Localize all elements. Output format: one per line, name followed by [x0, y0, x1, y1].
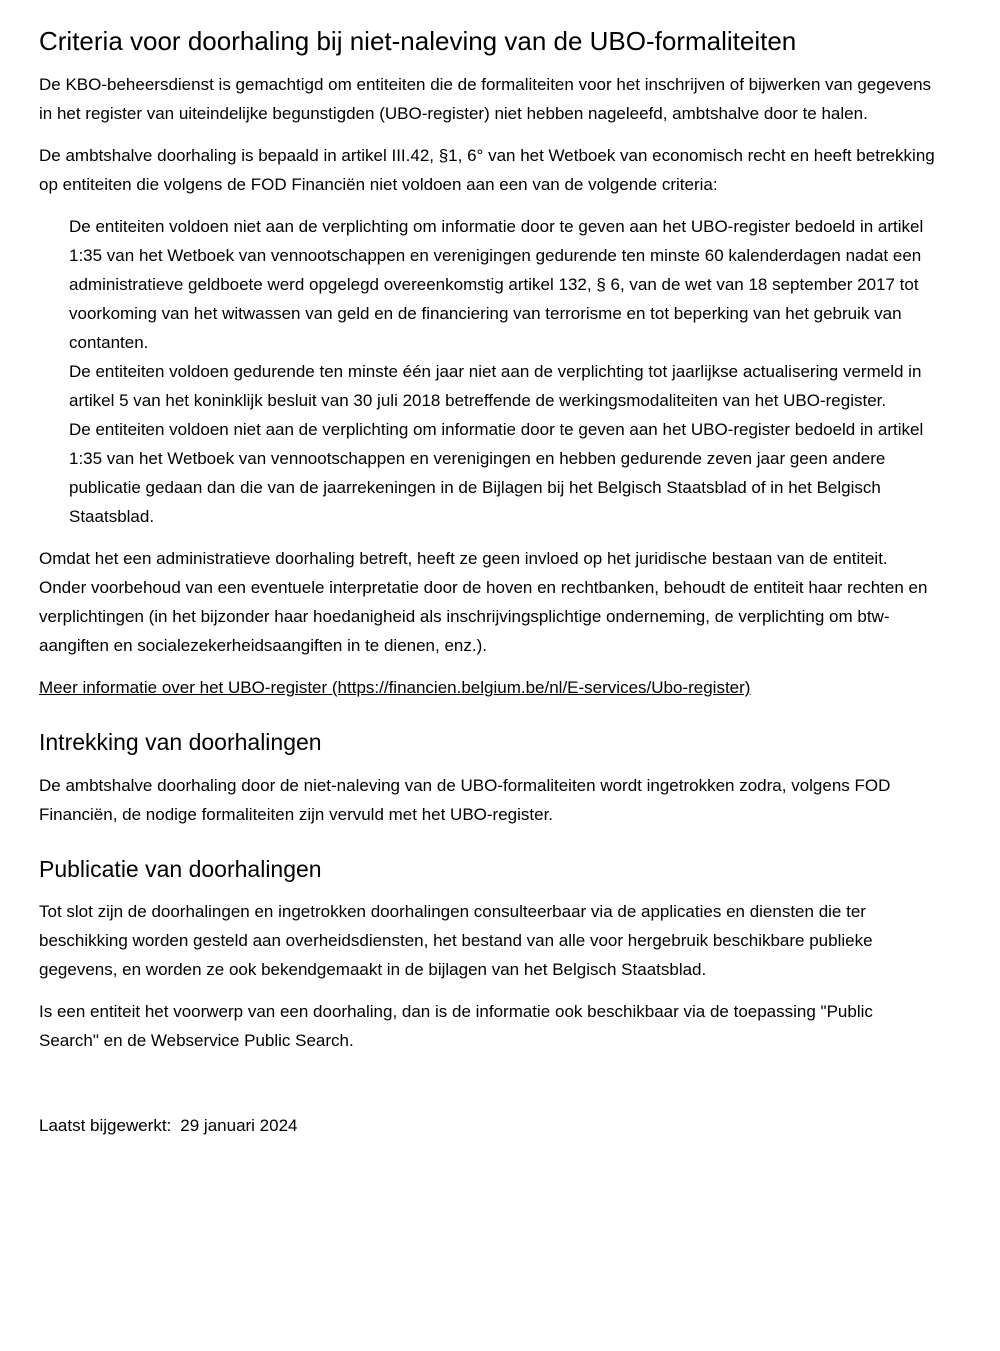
- publicatie-paragraph-2: Is een entiteit het voorwerp van een doorhaling, dan is de informatie ook beschikbaar via de toepassing "Public Search" en de Webservice Public Search.: [39, 1002, 873, 1051]
- criteria-item-3: De entiteiten voldoen niet aan de verplichting om informatie door te geven aan het UBO-register bedoeld in artikel 1:35 van het Wetboek van vennootschappen en verenigingen en hebben gedurende zeven jaar geen andere publicatie gedaan dan die van de jaarrekeningen in de Bijlagen bij het Belgisch Staatsblad of in het Belgisch Staatsblad.: [69, 420, 924, 527]
- criteria-item-1: De entiteiten voldoen niet aan de verplichting om informatie door te geven aan het UBO-register bedoeld in artikel 1:35 van het Wetboek van vennootschappen en verenigingen gedurende ten minste 60 kalenderdagen nadat een administratieve geldboete werd opgelegd overeenkomstig artikel 132, § 6, van de wet van 18 september 2017 tot voorkoming van het witwassen van geld en de financiering van terrorisme en tot beperking van het gebruik van contanten.: [69, 217, 924, 353]
- link-line: [39, 673, 936, 702]
- ubo-register-link[interactable]: Meer informatie over het UBO-register (https://financien.belgium.be/nl/E-services/Ubo-register): [39, 678, 751, 698]
- section-heading-intrekking: Intrekking van doorhalingen: [39, 729, 322, 756]
- intrekking-paragraph: De ambtshalve doorhaling door de niet-naleving van de UBO-formaliteiten wordt ingetrokken zodra, volgens FOD Financiën, de nodige formaliteiten zijn vervuld met het UBO-register.: [39, 775, 891, 824]
- last-updated-label: Laatst bijgewerkt:: [39, 1116, 172, 1136]
- legal-effect-paragraph: Omdat het een administratieve doorhaling betreft, heeft ze geen invloed op het juridische bestaan van de entiteit. Onder voorbehoud van een eventuele interpretatie door de hoven en rechtbanken, behoudt de entiteit haar rechten en verplichtingen (in het bijzonder haar hoedanigheid als inschrijvingsplichtige onderneming, de verplichting om btw-aangiften en socialezekerheidsaangiften in te dienen, enz.).: [39, 549, 928, 656]
- page-title: Criteria voor doorhaling bij niet-naleving van de UBO-formaliteiten: [39, 26, 797, 56]
- article-page: [39, 26, 936, 1140]
- intro-paragraph-1: De KBO-beheersdienst is gemachtigd om entiteiten die de formaliteiten voor het inschrijven of bijwerken van gegevens in het register van uiteindelijke begunstigden (UBO-register) niet hebben nageleefd, ambtshalve door te halen.: [39, 75, 932, 124]
- publicatie-paragraph-1: Tot slot zijn de doorhalingen en ingetrokken doorhalingen consulteerbaar via de applicaties en diensten die ter beschikking worden gesteld aan overheidsdiensten, het bestand van alle voor hergebruik beschikbare publieke gegevens, en worden ze ook bekendgemaakt in de bijlagen van het Belgisch Staatsblad.: [39, 902, 873, 980]
- criteria-item-2: De entiteiten voldoen gedurende ten minste één jaar niet aan de verplichting tot jaarlijkse actualisering vermeld in artikel 5 van het koninklijk besluit van 30 juli 2018 betreffende de werkingsmodaliteiten van het UBO-register.: [69, 362, 922, 411]
- last-updated-line: [39, 1111, 936, 1140]
- last-updated-value: 29 januari 2024: [180, 1116, 298, 1136]
- criteria-list: [39, 212, 936, 531]
- section-heading-publicatie: Publicatie van doorhalingen: [39, 855, 322, 882]
- intro-paragraph-2: De ambtshalve doorhaling is bepaald in artikel III.42, §1, 6° van het Wetboek van economisch recht en heeft betrekking op entiteiten die volgens de FOD Financiën niet voldoen aan een van de volgende criteria:: [39, 146, 935, 195]
